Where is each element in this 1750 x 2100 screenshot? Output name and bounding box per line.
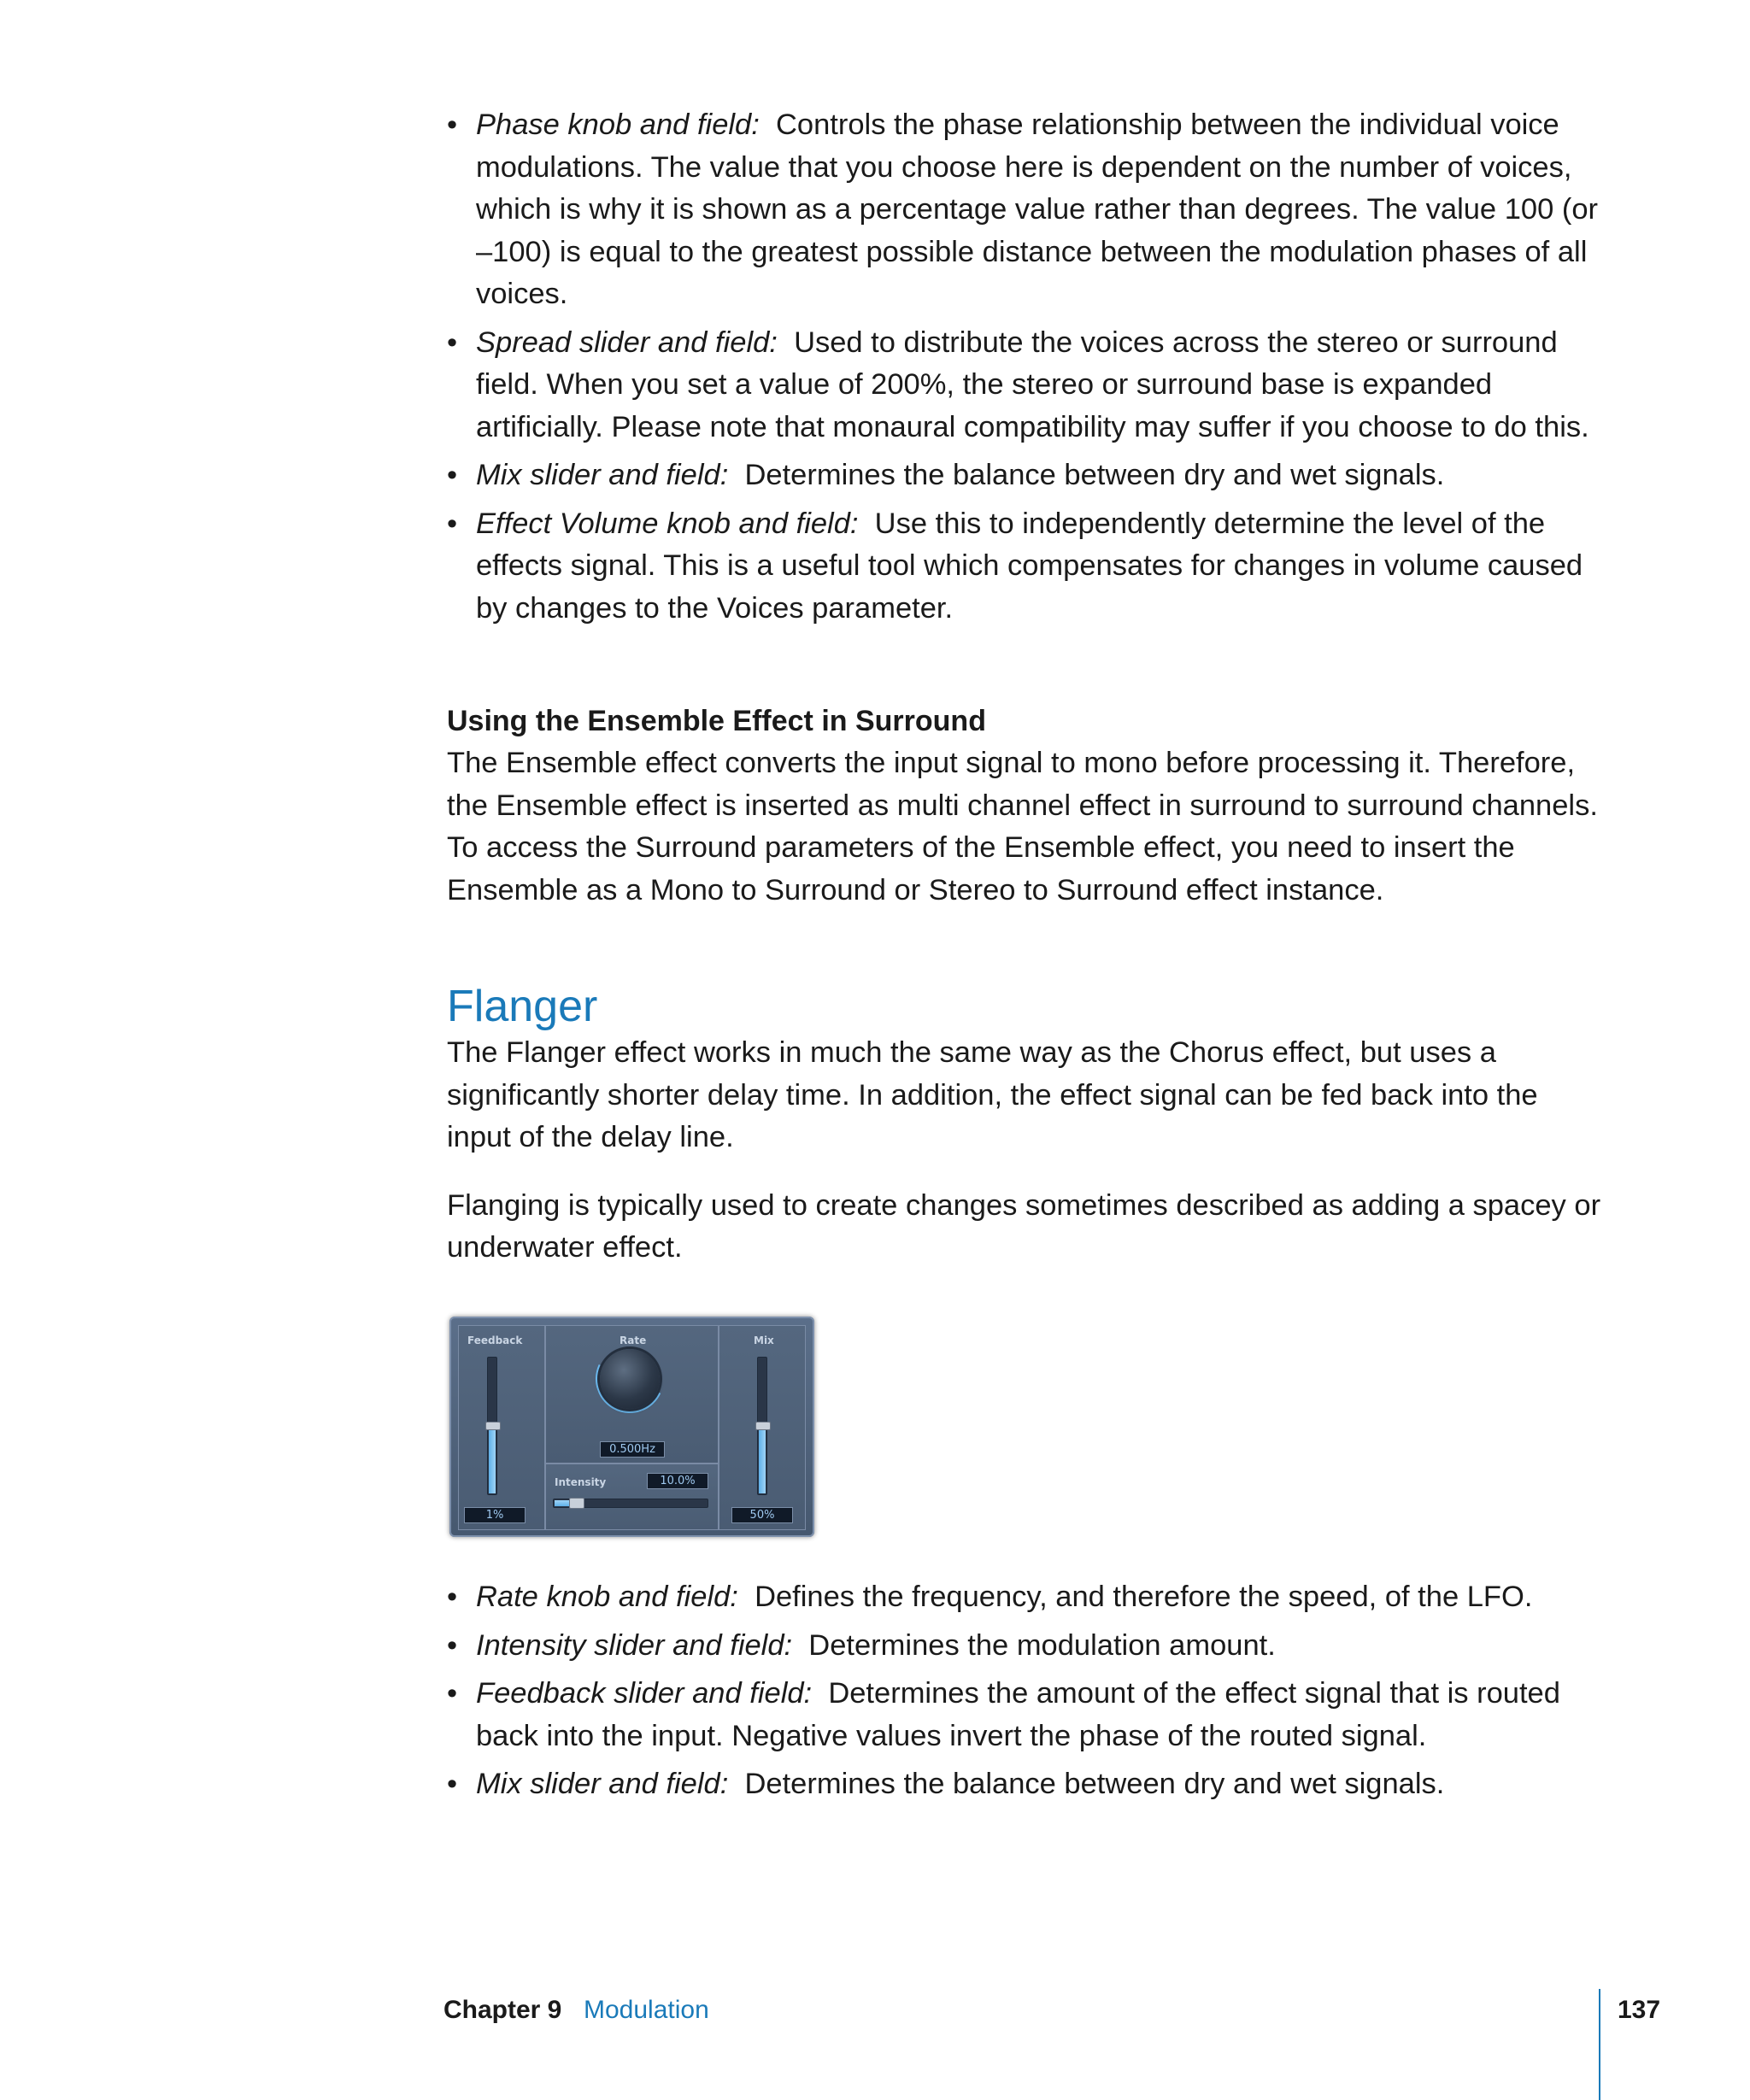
footer-chapter: Chapter 9	[443, 1996, 562, 2024]
bottom-bullet-list	[447, 1576, 1609, 1812]
list-item: • Spread slider and field: Used to distribute the voices across the stereo or surround field. When you set a value of 200%, the stereo or surround base is expanded artificially. Please note that monaural compatibility may suffer if you choose to do this.	[447, 326, 1589, 443]
section-heading: Using the Ensemble Effect in Surround	[447, 705, 986, 737]
intensity-field[interactable]: 10.0%	[647, 1473, 708, 1489]
intensity-slider[interactable]	[553, 1499, 708, 1508]
flanger-intro: The Flanger effect works in much the same way as the Chorus effect, but uses a significantly shorter delay time. In addition, the effect signal can be fed back into the input of the delay line.	[447, 1036, 1538, 1153]
intensity-pane	[545, 1464, 719, 1530]
rate-pane	[545, 1325, 719, 1464]
feedback-label: Feedback	[467, 1334, 523, 1346]
rate-field[interactable]: 0.500Hz	[600, 1441, 665, 1458]
list-item: • Intensity slider and field: Determines the modulation amount.	[447, 1628, 1276, 1662]
flanger-section	[447, 981, 1609, 1270]
intensity-label: Intensity	[555, 1476, 607, 1488]
mix-slider-thumb[interactable]	[755, 1422, 771, 1430]
surround-section	[447, 701, 1609, 912]
list-item: • Mix slider and field: Determines the balance between dry and wet signals.	[447, 459, 1445, 491]
flanger-description: Flanging is typically used to create changes sometimes described as adding a spacey or underwater effect.	[447, 1188, 1601, 1264]
page-title: Flanger	[447, 982, 598, 1031]
rate-label: Rate	[620, 1334, 647, 1346]
intensity-slider-thumb[interactable]	[569, 1498, 584, 1509]
mix-pane	[719, 1325, 806, 1530]
mix-slider[interactable]	[757, 1357, 767, 1495]
feedback-field[interactable]: 1%	[464, 1507, 526, 1523]
mix-field[interactable]: 50%	[731, 1507, 793, 1523]
mix-label: Mix	[754, 1334, 774, 1346]
list-item: • Rate knob and field: Defines the frequency, and therefore the speed, of the LFO.	[447, 1581, 1533, 1613]
feedback-slider[interactable]	[487, 1357, 497, 1495]
list-item: • Effect Volume knob and field: Use this to independently determine the level of the effects signal. This is a useful tool which compensates for changes in volume caused by changes to the Voices parameter.	[447, 507, 1583, 625]
feedback-pane	[458, 1325, 545, 1530]
intensity-slider-fill	[555, 1500, 570, 1506]
page-number: 137	[1618, 1996, 1661, 2024]
feedback-slider-fill	[489, 1426, 496, 1493]
list-item: • Phase knob and field: Controls the phase relationship between the individual voice modulations. The value that you choose here is dependent on the number of voices, which is why it is shown as a percentage value rather than degrees. The value 100 (or –100) is equal to the greatest possible distance between the modulation phases of all voices.	[447, 109, 1599, 310]
mix-slider-fill	[759, 1426, 766, 1493]
rate-knob[interactable]	[600, 1349, 660, 1409]
flanger-plugin-window	[449, 1317, 814, 1537]
section-paragraph: The Ensemble effect converts the input signal to mono before processing it. Therefore, the Ensemble effect is inserted as multi channel effect in surround to surround channels. To access the Surround parameters of the Ensemble effect, you need to insert the Ensemble as a Mono to Surround or Stereo to Surround effect instance.	[447, 747, 1598, 906]
footer-chapter-name: Modulation	[584, 1996, 709, 2024]
footer-divider	[1599, 1989, 1600, 2100]
list-item: • Mix slider and field: Determines the balance between dry and wet signals.	[447, 1768, 1445, 1800]
top-bullet-list	[447, 104, 1609, 636]
list-item: • Feedback slider and field: Determines the amount of the effect signal that is routed back into the input. Negative values invert the phase of the routed signal.	[447, 1677, 1560, 1752]
feedback-slider-thumb[interactable]	[485, 1422, 501, 1430]
